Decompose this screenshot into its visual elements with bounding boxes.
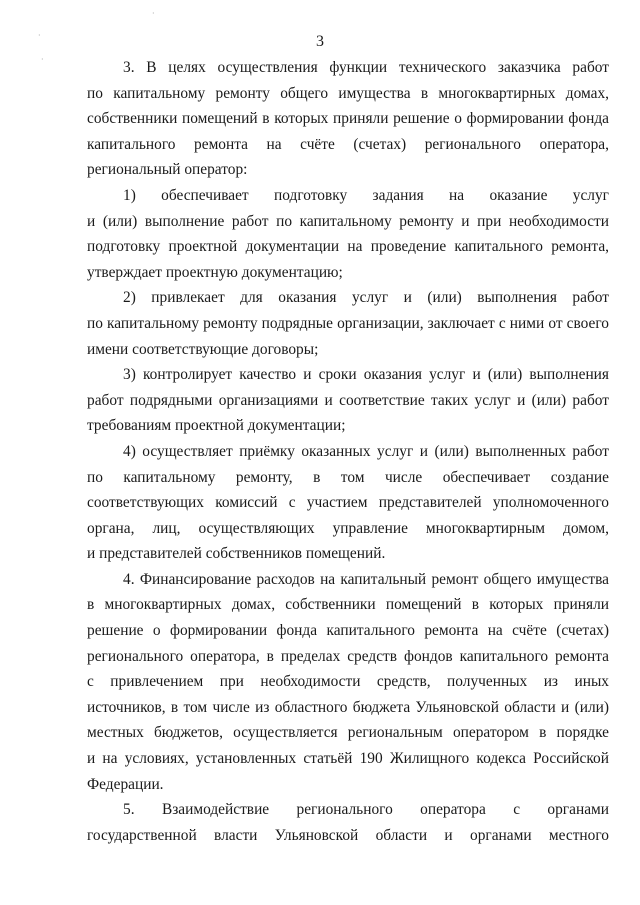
text-line: и представителей собственников помещений. [87,545,386,563]
paragraph-p3-2 [87,285,609,362]
text-line: подготовку проектной документации на проведение капитального ремонта, [87,238,609,256]
text-line: 5. Взаимодействие регионального оператора с органами [123,801,609,819]
text-line: Федерации. [87,775,164,793]
paragraph-p3 [87,55,609,183]
paragraph-p3-1 [87,183,609,285]
page-number: 3 [316,33,324,50]
text-line: по капитальному ремонту подрядные организации, заключает с ними от своего [87,314,609,332]
text-line: 2) привлекает для оказания услуг и (или) выполнения работ [123,289,609,307]
text-line: в многоквартирных домах, собственники помещений в которых приняли [87,596,609,614]
text-line: и на условиях, установленных статьёй 190 Жилищного кодекса Российской [87,750,609,768]
text-line: источников, в том числе из областного бюджета Ульяновской области и (или) [87,698,609,716]
text-line: местных бюджетов, осуществляется региональным оператором в порядке [87,724,609,742]
document-body [87,55,609,848]
text-line: по капитальному ремонту, в том числе обеспечивает создание [87,468,609,486]
text-line: регионального оператора, в пределах средств фондов капитального ремонта [87,647,609,665]
text-line: капитального ремонта на счёте (счетах) регионального оператора, [87,135,609,153]
paragraph-p3-3 [87,362,609,439]
paragraph-p3-4 [87,439,609,567]
text-line: 4) осуществляет приёмку оказанных услуг и (или) выполненных работ [123,442,609,460]
paragraph-p4 [87,567,609,797]
text-line: государственной власти Ульяновской области и органами местного [87,826,609,844]
text-line: собственники помещений в которых приняли решение о формировании фонда [87,110,609,128]
scan-speck: · [38,31,41,40]
text-line: утверждает проектную документацию; [87,263,343,281]
text-line: 1) обеспечивает подготовку задания на оказание услуг [123,186,609,204]
text-line: работ подрядными организациями и соответствие таких услуг и (или) работ [87,391,609,409]
paragraph-p5 [87,797,609,848]
text-line: органа, лиц, осуществляющих управление многоквартирным домом, [87,519,609,537]
scan-speck: · [152,9,155,18]
text-line: 3) контролирует качество и сроки оказания услуг и (или) выполнения [123,366,609,384]
text-line: региональный оператор: [87,161,248,179]
text-line: 3. В целях осуществления функции технического заказчика работ [123,59,609,76]
text-line: соответствующих комиссий с участием представителей уполномоченного [87,494,609,512]
text-line: 4. Финансирование расходов на капитальный ремонт общего имущества [123,570,609,588]
text-line: и (или) выполнение работ по капитальному ремонту и при необходимости [87,212,609,230]
scan-speck: · [41,55,44,64]
text-line: решение о формировании фонда капитального ремонта на счёте (счетах) [87,622,609,640]
text-line: с привлечением при необходимости средств, полученных из иных [87,673,609,691]
text-line: требованиям проектной документации; [87,417,346,435]
text-line: по капитальному ремонту общего имущества в многоквартирных домах, [87,84,609,102]
text-line: имени соответствующие договоры; [87,340,319,358]
